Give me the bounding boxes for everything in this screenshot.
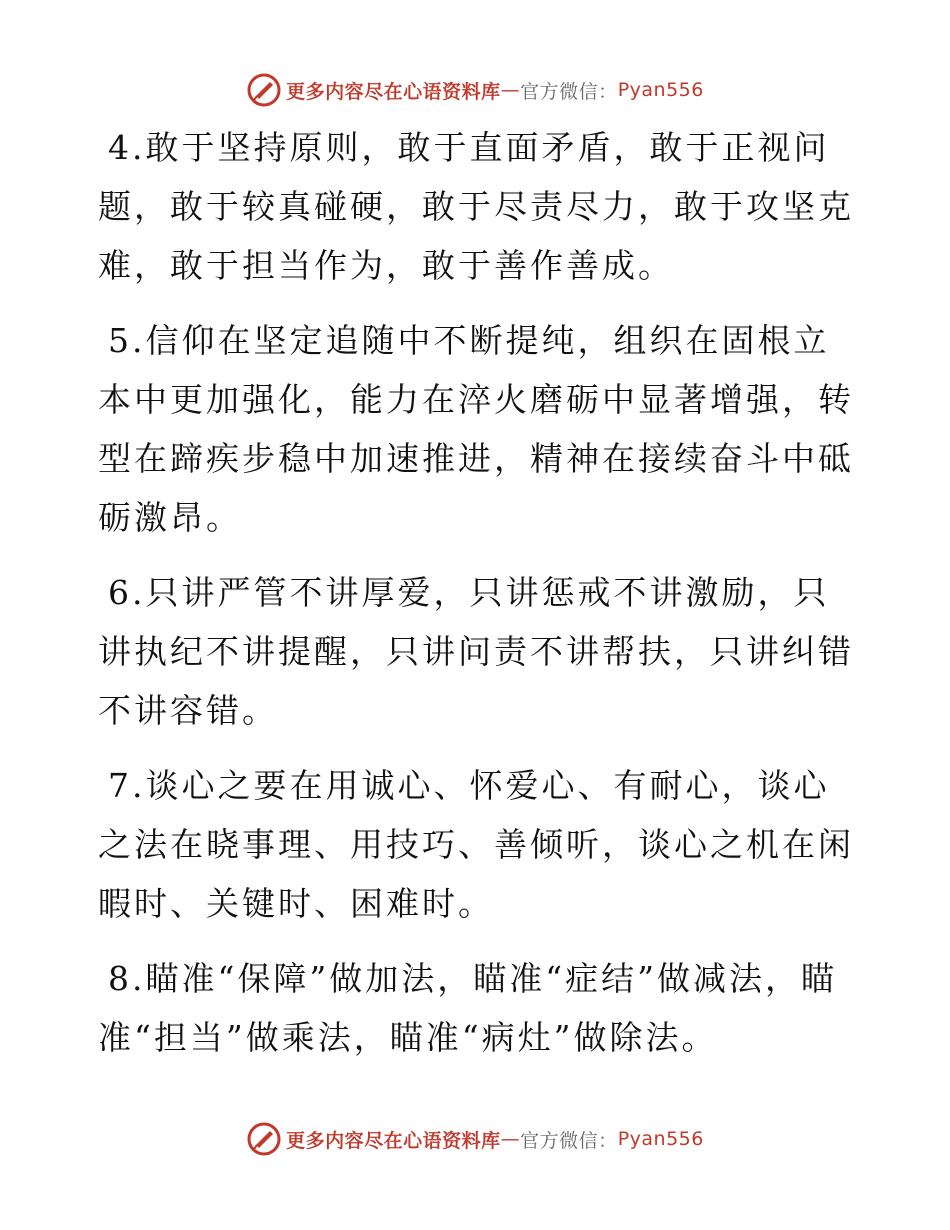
paragraph-item-8: 8.瞄准“保障”做加法，瞄准“症结”做减法，瞄准“担当”做乘法，瞄准“病灶”做除法。 xyxy=(98,959,837,1057)
paragraph-item-7: 7.谈心之要在用诚心、怀爱心、有耐心，谈心之法在晓事理、用技巧、善倾听，谈心之机在闲暇时、关键时、困难时。 xyxy=(98,766,854,923)
quill-logo-icon xyxy=(246,72,282,108)
banner-main-text: 更多内容尽在心语资料库 xyxy=(286,80,501,103)
banner-main-text: 更多内容尽在心语资料库 xyxy=(286,1129,501,1152)
document-body xyxy=(98,118,858,1083)
paragraph-item-5: 5.信仰在坚定追随中不断提纯，组织在固根立本中更加强化，能力在淬火磨砺中显著增强，转型在蹄疾步稳中加速推进，精神在接续奋斗中砥砺激昂。 xyxy=(98,321,854,537)
banner-wechat-id: Pyan556 xyxy=(617,79,704,101)
banner-label: 官方微信： xyxy=(520,1129,618,1152)
footer-banner xyxy=(0,1119,950,1159)
header-banner xyxy=(0,70,950,110)
banner-separator: — xyxy=(500,1128,521,1150)
banner-label: 官方微信： xyxy=(520,80,618,103)
paragraph-item-6: 6.只讲严管不讲厚爱，只讲惩戒不讲激励，只讲执纪不讲提醒，只讲问责不讲帮扶，只讲纠错不讲容错。 xyxy=(98,573,854,730)
quill-logo-icon xyxy=(246,1121,282,1157)
banner-separator: — xyxy=(500,79,521,101)
banner-wechat-id: Pyan556 xyxy=(617,1128,704,1150)
paragraph-item-4: 4.敢于坚持原则，敢于直面矛盾，敢于正视问题，敢于较真碰硬，敢于尽责尽力，敢于攻坚克难，敢于担当作为，敢于善作善成。 xyxy=(98,128,854,285)
